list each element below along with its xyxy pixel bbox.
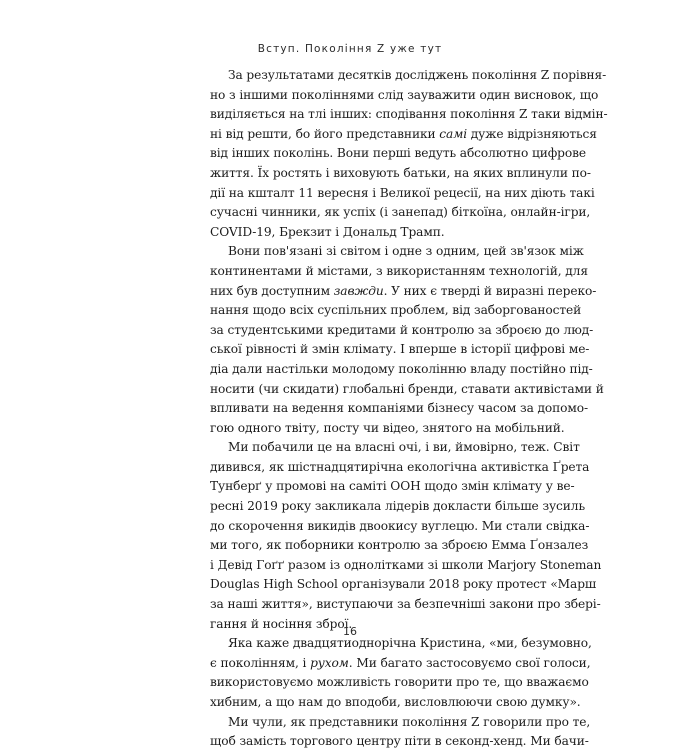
text-line: ми того, як поборники контролю за зброєю Емма Ґонзалез [210,538,589,553]
text-line: дивився, як шістнадцятирічна екологічна активістка Ґрета [210,459,590,474]
text-line: Ми побачили це на власні очі, і ви, ймовірно, теж. Світ [228,440,580,455]
text-line: від інших поколінь. Вони перші ведуть абсолютно цифрове [210,146,586,161]
text-line: гання й носіння зброї. [210,616,353,631]
text-line: використовуємо можливість говорити про те, що вважаємо [210,675,589,690]
paragraph-5 [210,713,591,752]
text-line: континентами й містами, з використанням технологій, для [210,263,588,278]
text-line: За результатами десятків досліджень покоління Z порівня- [228,68,607,82]
text-line: ресні 2019 року закликала лідерів докласти більше зусиль [210,499,585,514]
text-line: впливати на ведення компаніями бізнесу часом за допомо- [210,401,589,416]
text-line: них був доступним завжди. У них є тверді й виразні переко- [210,283,597,298]
text-line: дії на кшталт 11 вересня і Великої рецесії, на них діють такі [210,185,595,200]
text-line: носити (чи скидати) глобальні бренди, ставати активістами й [210,381,604,396]
text-line: сучасні чинники, як успіх (і занепад) біткоїна, онлайн-ігри, [210,205,591,220]
text-line: но з іншими поколіннями слід зауважити один висновок, що [210,87,599,102]
text-line: Вони пов'язані зі світом і одне з одним, цей зв'язок між [228,244,584,259]
text-line: Douglas High School організували 2018 року протест «Марш [210,577,597,592]
text-line: гою одного твіту, посту чи відео, знятого на мобільний. [210,420,565,435]
text-line: щоб замість торгового центру піти в секонд-хенд. Ми бачи- [210,734,589,749]
text-line: нання щодо всіх суспільних проблем, від заборгованостей [210,303,582,318]
text-line: до скорочення викидів двоокису вуглецю. Ми стали свідка- [210,518,590,533]
text-line: життя. Їх ростять і виховують батьки, на яких вплинули по- [210,165,591,180]
text-line: COVID-19, Брекзит і Дональд Трамп. [210,224,445,239]
text-line: є поколінням, і рухом. Ми багато застосовуємо свої голоси, [210,655,591,670]
text-line: Тунберґ у промові на саміті ООН щодо змін клімату у ве- [210,479,575,494]
text-line: хибним, а що нам до вподоби, висловлюючи свою думку». [210,695,581,709]
text-line: ської рівності й змін клімату. І вперше в історії цифрові ме- [210,342,590,357]
text-line: Яка каже двадцятиоднорічна Кристина, «ми, безумовно, [228,636,592,651]
paragraph-1 [210,66,608,242]
text-line: за наші життя», виступаючи за безпечніші закони про збері- [210,597,601,612]
text-line: і Девід Гоґґ разом із однолітками зі школи Marjory Stoneman [210,557,602,572]
text-line: за студентськими кредитами й контролю за зброєю до люд- [210,322,594,337]
running-head: Вступ. Покоління Z уже тут [257,43,443,55]
paragraph-2 [210,242,604,438]
paragraph-3 [210,438,602,634]
paragraph-4 [210,634,592,712]
text-line: Ми чули, як представники покоління Z говорили про те, [228,714,591,729]
text-line: ні від решти, бо його представники самі дуже відрізняються [210,126,597,141]
body-text [210,66,608,752]
text-line: діа дали настільки молодому поколінню владу постійно під- [210,361,593,376]
page-number: 16 [343,625,357,638]
text-line: виділяється на тлі інших: сподівання покоління Z таки відмін- [210,107,608,122]
